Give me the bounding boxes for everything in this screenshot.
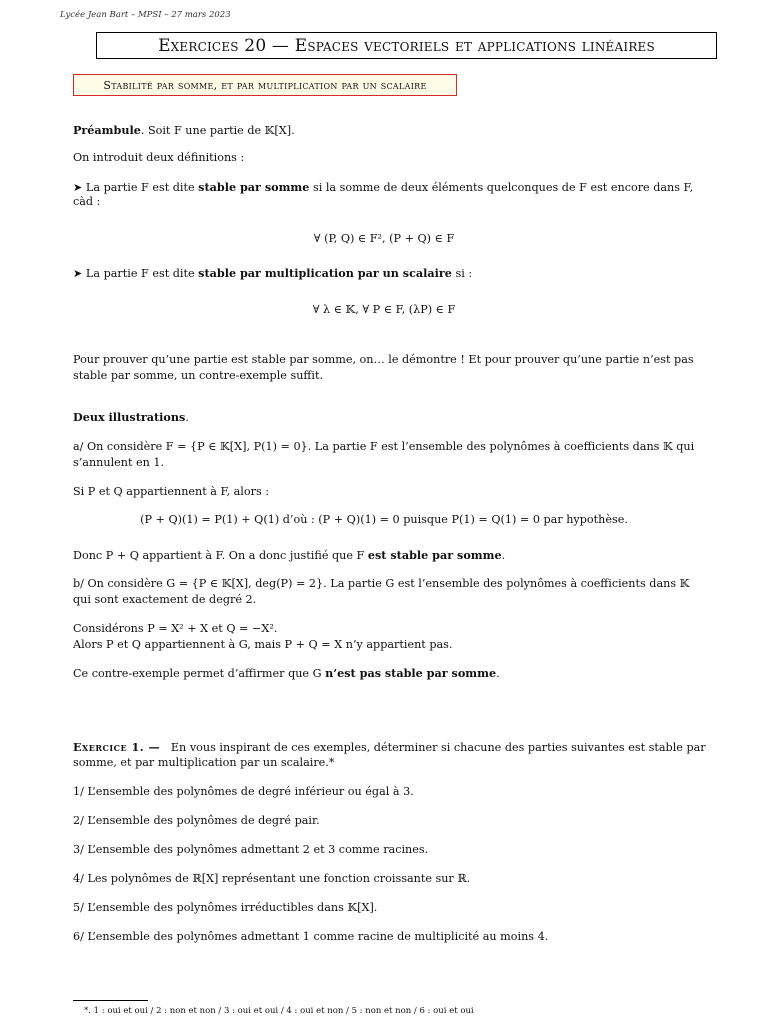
definition-1-end: si la somme de deux éléments quelconques de F est encore dans F, <box>309 181 694 194</box>
definition-1-start: ➤ La partie F est dite <box>73 181 199 194</box>
preamble-text: . Soit F une partie de 𝕂[X]. <box>140 124 295 137</box>
proof-note-line-1: Pour prouver qu’une partie est stable par somme, on… le démontre ! Et pour prouver qu’une partie n’est pas <box>73 353 694 366</box>
footnote-rule <box>73 1000 148 1001</box>
definition-2-start: ➤ La partie F est dite <box>73 267 199 280</box>
exercise-item-4: 4/ Les polynômes de ℝ[X] représentant une fonction croissante sur ℝ. <box>73 872 471 885</box>
illustration-b-conclusion-term: n’est pas stable par somme <box>325 666 497 680</box>
exercise-1-statement-line-2: somme, et par multiplication par un scalaire.* <box>73 756 335 769</box>
definition-2 <box>73 265 472 282</box>
definition-1-term: stable par somme <box>198 180 310 194</box>
illustration-b-line-2: qui sont exactement de degré 2. <box>73 593 257 606</box>
illustration-a-conclusion-end: . <box>501 549 506 562</box>
illustration-a-conclusion-term: est stable par somme <box>367 548 502 562</box>
illustration-b-conclusion-start: Ce contre-exemple permet d’affirmer que G <box>73 667 326 680</box>
exercise-1-statement <box>73 739 706 756</box>
illustration-a-line-1: a/ On considère F = {P ∈ 𝕂[X], P(1) = 0}. La partie F est l’ensemble des polynômes à coefficients dans 𝕂 qui <box>73 440 695 453</box>
illustration-b-example: Considérons P = X² + X et Q = −X². <box>73 622 278 635</box>
definition-2-term: stable par multiplication par un scalaire <box>198 266 452 280</box>
illustration-a-conclusion-start: Donc P + Q appartient à F. On a donc justifié que F <box>73 549 368 562</box>
definition-1-continuation: càd : <box>73 195 101 208</box>
preamble-paragraph <box>73 122 295 139</box>
illustration-b-line-1: b/ On considère G = {P ∈ 𝕂[X], deg(P) = 2}. La partie G est l’ensemble des polynômes à coefficients dans 𝕂 <box>73 577 690 590</box>
preamble-intro: On introduit deux définitions : <box>73 151 245 164</box>
exercise-item-5: 5/ L’ensemble des polynômes irréductibles dans 𝕂[X]. <box>73 901 378 914</box>
illustrations-heading <box>73 409 189 426</box>
section-title: Stabilité par somme, et par multiplication par un scalaire <box>73 74 457 96</box>
exercise-1-text: En vous inspirant de ces exemples, déterminer si chacune des parties suivantes est stable par <box>170 741 706 754</box>
proof-note-line-2: stable par somme, un contre-exemple suffit. <box>73 369 324 382</box>
illustrations-dot: . <box>185 411 189 424</box>
exercise-item-1: 1/ L’ensemble des polynômes de degré inférieur ou égal à 3. <box>73 785 414 798</box>
formula-stable-sum: ∀ (P, Q) ∈ F², (P + Q) ∈ F <box>313 232 455 245</box>
exercise-item-6: 6/ L’ensemble des polynômes admettant 1 comme racine de multiplicité au moins 4. <box>73 930 549 943</box>
footnote-answers: *. 1 : oui et oui / 2 : non et non / 3 : oui et oui / 4 : oui et non / 5 : non et non / 6 : oui et oui <box>84 1006 474 1016</box>
definition-2-end: si : <box>451 267 473 280</box>
illustration-a-formula: (P + Q)(1) = P(1) + Q(1) d’où : (P + Q)(1) = 0 puisque P(1) = Q(1) = 0 par hypothèse. <box>140 513 628 526</box>
running-header: Lycée Jean Bart – MPSI – 27 mars 2023 <box>60 10 231 20</box>
page-title: Exercices 20 — Espaces vectoriels et applications linéaires <box>96 32 717 59</box>
illustration-b-observation: Alors P et Q appartiennent à G, mais P + Q = X n’y appartient pas. <box>73 638 453 651</box>
formula-stable-scalar: ∀ λ ∈ 𝕂, ∀ P ∈ F, (λP) ∈ F <box>312 303 456 316</box>
definition-1 <box>73 179 693 196</box>
preamble-label: Préambule <box>73 123 141 137</box>
exercise-1-label: Exercice 1. — <box>73 740 161 754</box>
exercise-item-2: 2/ L’ensemble des polynômes de degré pair. <box>73 814 320 827</box>
illustration-a-hypothesis: Si P et Q appartiennent à F, alors : <box>73 485 270 498</box>
exercise-item-3: 3/ L’ensemble des polynômes admettant 2 et 3 comme racines. <box>73 843 429 856</box>
illustration-a-line-2: s’annulent en 1. <box>73 456 165 469</box>
illustration-b-conclusion-end: . <box>496 667 500 680</box>
illustration-b-conclusion <box>73 665 500 682</box>
illustration-a-conclusion <box>73 547 505 564</box>
illustrations-label: Deux illustrations <box>73 410 186 424</box>
